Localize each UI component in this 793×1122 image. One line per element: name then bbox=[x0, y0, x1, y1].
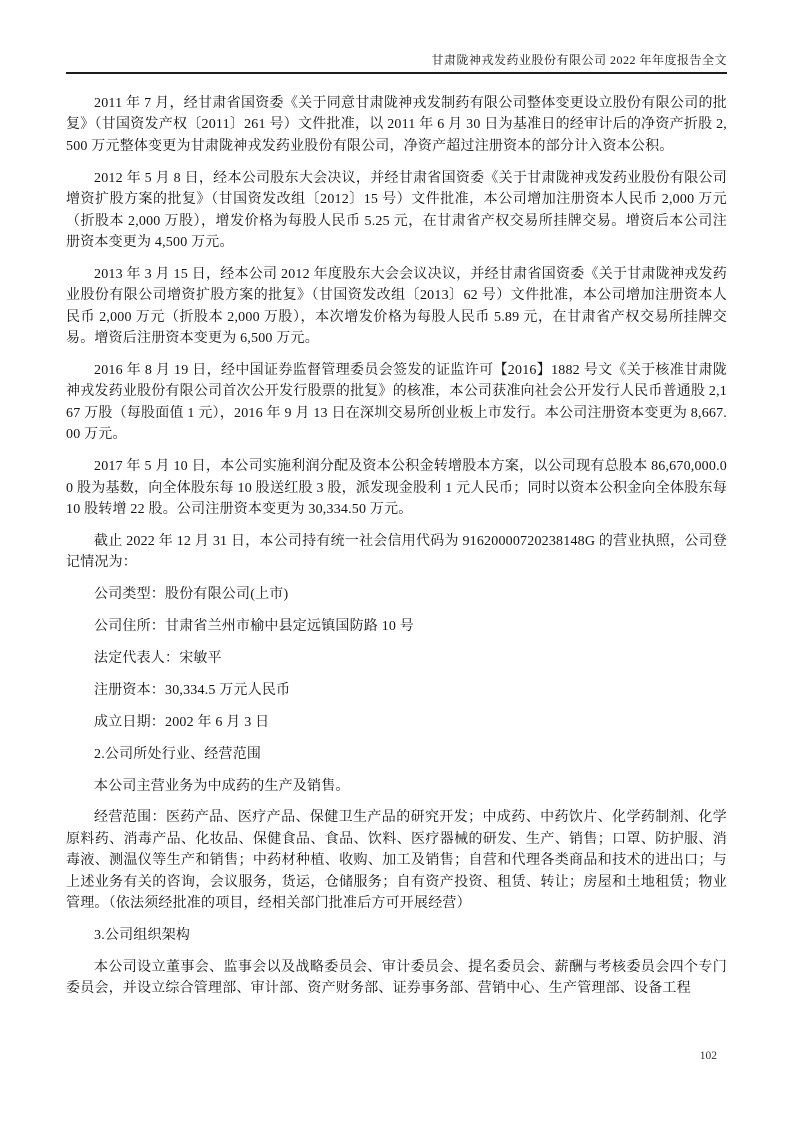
paragraph-history-2012: 2012 年 5 月 8 日，经本公司股东大会决议，并经甘肃省国资委《关于甘肃陇神戎发药业股份有限公司增资扩股方案的批复》（甘国资发改组〔2012〕15 号）文件批准，本公司增加注册资本人民币 2,000 万元（折股本 2,000 万股），增发价格为每股人民币 5.25 元，在甘肃省产权交易所挂牌交易。增资后本公司注册资本变更为 4,500 万元。 bbox=[66, 170, 727, 250]
registered-capital-line: 注册资本：30,334.5 万元人民币 bbox=[94, 682, 291, 698]
company-type-line: 公司类型：股份有限公司(上市) bbox=[94, 587, 289, 603]
paragraph-history-2017: 2017 年 5 月 10 日，本公司实施利润分配及资本公积金转增股本方案，以公司现有总股本 86,670,000.00 股为基数，向全体股东每 10 股送红股 3 股，派发现金股利 1 元人民币；同时以资本公积金向全体股东每 10 股转增 22 股。公司注册资本变更为 30,334.50 万元。 bbox=[66, 459, 727, 517]
paragraph-org-structure: 本公司设立董事会、监事会以及战略委员会、审计委员会、提名委员会、薪酬与考核委员会四个专门委员会，并设立综合管理部、审计部、资产财务部、证券事务部、营销中心、生产管理部、设备工程 bbox=[66, 959, 727, 997]
paragraph-history-2011: 2011 年 7 月，经甘肃省国资委《关于同意甘肃陇神戎发制药有限公司整体变更设立股份有限公司的批复》（甘国资发产权〔2011〕261 号）文件批准，以 2011 年 6 月 30 日为基准日的经审计后的净资产折股 2,500 万元整体变更为甘肃陇神戎发药业股份有限公司，净资产超过注册资本的部分计入资本公积。 bbox=[66, 96, 727, 154]
paragraph-license-2022: 截止 2022 年 12 月 31 日，本公司持有统一社会信用代码为 91620000720238148G 的营业执照，公司登记情况为： bbox=[66, 533, 727, 571]
paragraph-history-2013: 2013 年 3 月 15 日，经本公司 2012 年度股东大会会议决议，并经甘肃省国资委《关于甘肃陇神戎发药业股份有限公司增资扩股方案的批复》（甘国资发改组〔2013〕62 号）文件批准，本公司增加注册资本人民币 2,000 万元（折股本 2,000 万股），本次增发价格为每股人民币 5.89 元，在甘肃省产权交易所挂牌交易。增资后注册资本变更为 6,500 万元。 bbox=[66, 266, 727, 347]
section-heading-org-structure: 3.公司组织架构 bbox=[94, 928, 191, 943]
establishment-date-line: 成立日期：2002 年 6 月 3 日 bbox=[94, 714, 270, 730]
paragraph-history-2016: 2016 年 8 月 19 日，经中国证券监督管理委员会签发的证监许可【2016】1882 号文《关于核准甘肃陇神戎发药业股份有限公司首次公开发行股票的批复》的核准，本公司获准向社会公开发行人民币普通股 2,167 万股（每股面值 1 元），2016 年 9 月 13 日在深圳交易所创业板上市发行。本公司注册资本变更为 8,667.00 万元。 bbox=[66, 362, 727, 443]
page-number: 102 bbox=[699, 1050, 717, 1062]
paragraph-main-business: 本公司主营业务为中成药的生产及销售。 bbox=[94, 778, 350, 794]
legal-representative-line: 法定代表人：宋敏平 bbox=[94, 650, 222, 666]
header-divider bbox=[66, 72, 727, 74]
paragraph-business-scope: 经营范围：医药产品、医疗产品、保健卫生产品的研究开发；中成药、中药饮片、化学药制剂、化学原料药、消毒产品、化妆品、保健食品、食品、饮料、医疗器械的研发、生产、销售；口罩、防护服、消毒液、测温仪等生产和销售；中药材种植、收购、加工及销售；自营和代理各类商品和技术的进出口；与上述业务有关的咨询，会议服务，货运，仓储服务；自有资产投资、租赁、转让；房屋和土地租赁；物业管理。（依法须经批准的项目，经相关部门批准后方可开展经营） bbox=[66, 810, 727, 912]
section-heading-industry-scope: 2.公司所处行业、经营范围 bbox=[94, 746, 262, 762]
document-body bbox=[66, 93, 727, 1000]
report-header-title: 甘肃陇神戎发药业股份有限公司 2022 年年度报告全文 bbox=[431, 53, 727, 67]
company-address-line: 公司住所：甘肃省兰州市榆中县定远镇国防路 10 号 bbox=[94, 619, 414, 635]
page-header bbox=[66, 0, 727, 74]
